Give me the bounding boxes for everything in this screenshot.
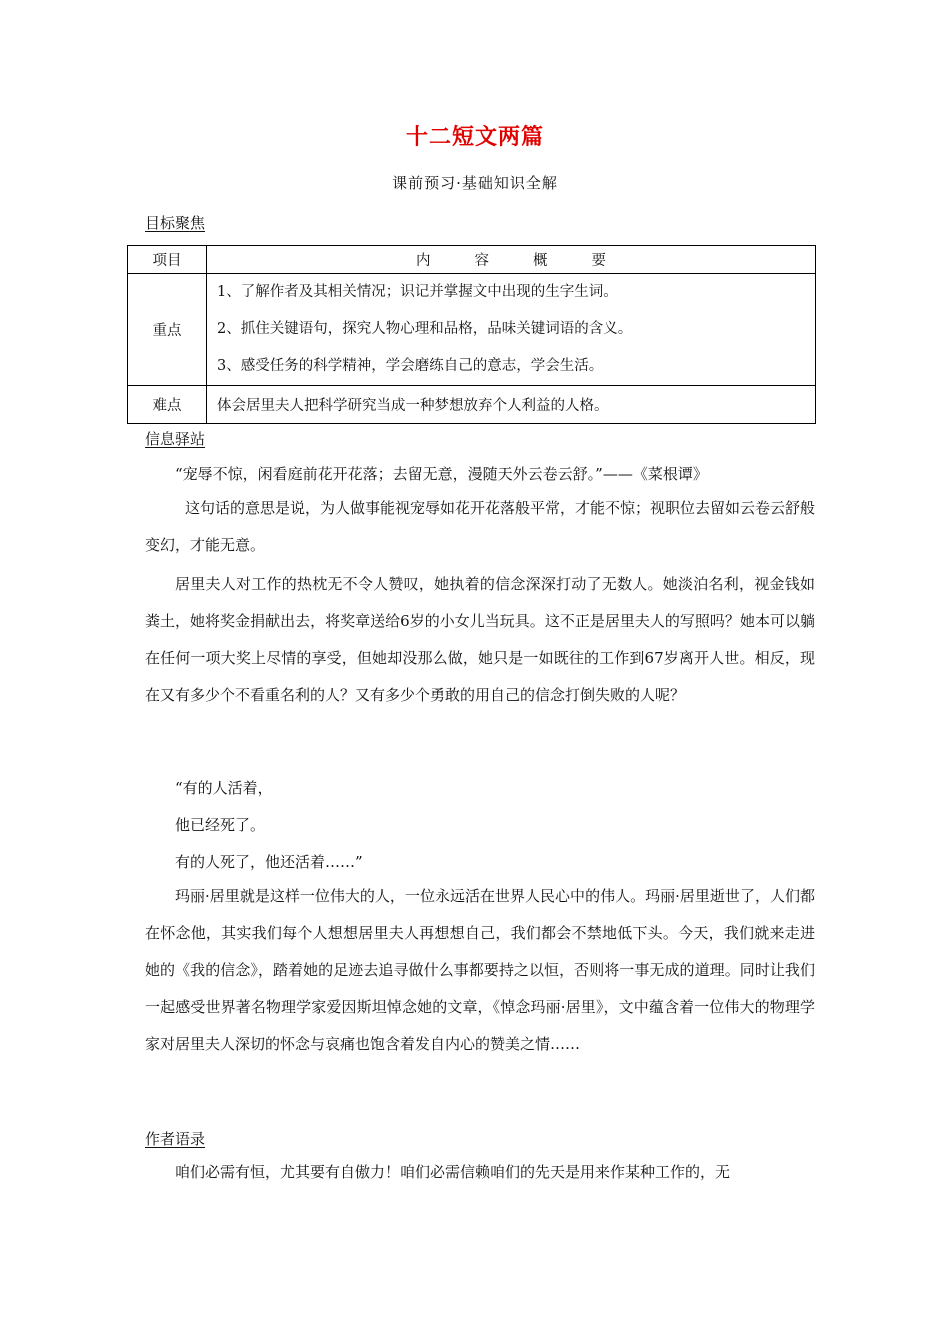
section-heading-quotes: 作者语录: [145, 1130, 206, 1148]
section-heading-goals: 目标聚焦: [145, 214, 206, 232]
key-label-cell: 重点: [128, 274, 207, 386]
key-points-cell: [207, 274, 816, 386]
difficulty-row: [128, 386, 816, 424]
info-paragraph-1: 居里夫人对工作的热枕无不令人赞叹，她执着的信念深深打动了无数人。她淡泊名利，视金钱如粪土，她将奖金捐献出去，将奖章送给6岁的小女儿当玩具。这不正是居里夫人的写照吗？她本可以躺在任何一项大奖上尽情的享受，但她却没那么做，她只是一如既往的工作到67岁离开人世。相反，现在又有多少个不看重名利的人？又有多少个勇敢的用自己的信念打倒失败的人呢？: [145, 575, 815, 704]
info-paragraph-2: 玛丽·居里就是这样一位伟大的人，一位永远活在世界人民心中的伟人。玛丽·居里逝世了，人们都在怀念他，其实我们每个人想想居里夫人再想想自己，我们都会不禁地低下头。今天，我们就来走进她的《我的信念》，踏着她的足迹去追寻做什么事都要持之以恒，否则将一事无成的道理。同时让我们一起感受世界著名物理学家爱因斯坦悼念她的文章，《悼念玛丽·居里》，文中蕴含着一位伟大的物理学家对居里夫人深切的怀念与哀痛也饱含着发自内心的赞美之情……: [145, 887, 815, 1053]
header-content-cell: [207, 246, 816, 274]
difficulty-label-cell: 难点: [128, 386, 207, 424]
key-point: 1、了解作者及其相关情况；识记并掌握文中出现的生字生词。: [217, 284, 618, 300]
key-point: 2、抓住关键语句，探究人物心理和品格，品味关键词语的含义。: [217, 321, 633, 337]
header-item-cell: 项目: [128, 246, 207, 274]
page-subtitle: 课前预习·基础知识全解: [392, 174, 558, 192]
header-content-char: 内: [416, 253, 431, 269]
poem-line: 他已经死了。: [175, 816, 266, 834]
key-points-row: [128, 274, 816, 386]
goals-table: [127, 245, 816, 424]
quotes-paragraph: 咱们必需有恒，尤其要有自傲力！咱们必需信赖咱们的先天是用来作某种工作的，无: [175, 1163, 731, 1181]
difficulty-text-cell: 体会居里夫人把科学研究当成一种梦想放弃个人利益的人格。: [207, 386, 816, 424]
page-title: 十二短文两篇: [405, 124, 544, 150]
header-content-char: 容: [474, 253, 489, 269]
header-content-char: 要: [591, 253, 606, 269]
poem-line: 有的人死了，他还活着……”: [175, 853, 363, 871]
quote-explanation: 这句话的意思是说，为人做事能视宠辱如花开花落般平常，才能不惊；视职位去留如云卷云舒般变幻，才能无意。: [145, 499, 816, 554]
header-content-char: 概: [533, 253, 548, 269]
key-point: 3、感受任务的科学精神，学会磨练自己的意志，学会生活。: [217, 358, 604, 374]
poem-line: “有的人活着，: [175, 779, 273, 797]
table-header-row: [128, 246, 816, 274]
section-heading-info: 信息驿站: [145, 430, 206, 448]
quote-line: “宠辱不惊，闲看庭前花开花落；去留无意，漫随天外云卷云舒。”——《菜根谭》: [175, 465, 708, 483]
